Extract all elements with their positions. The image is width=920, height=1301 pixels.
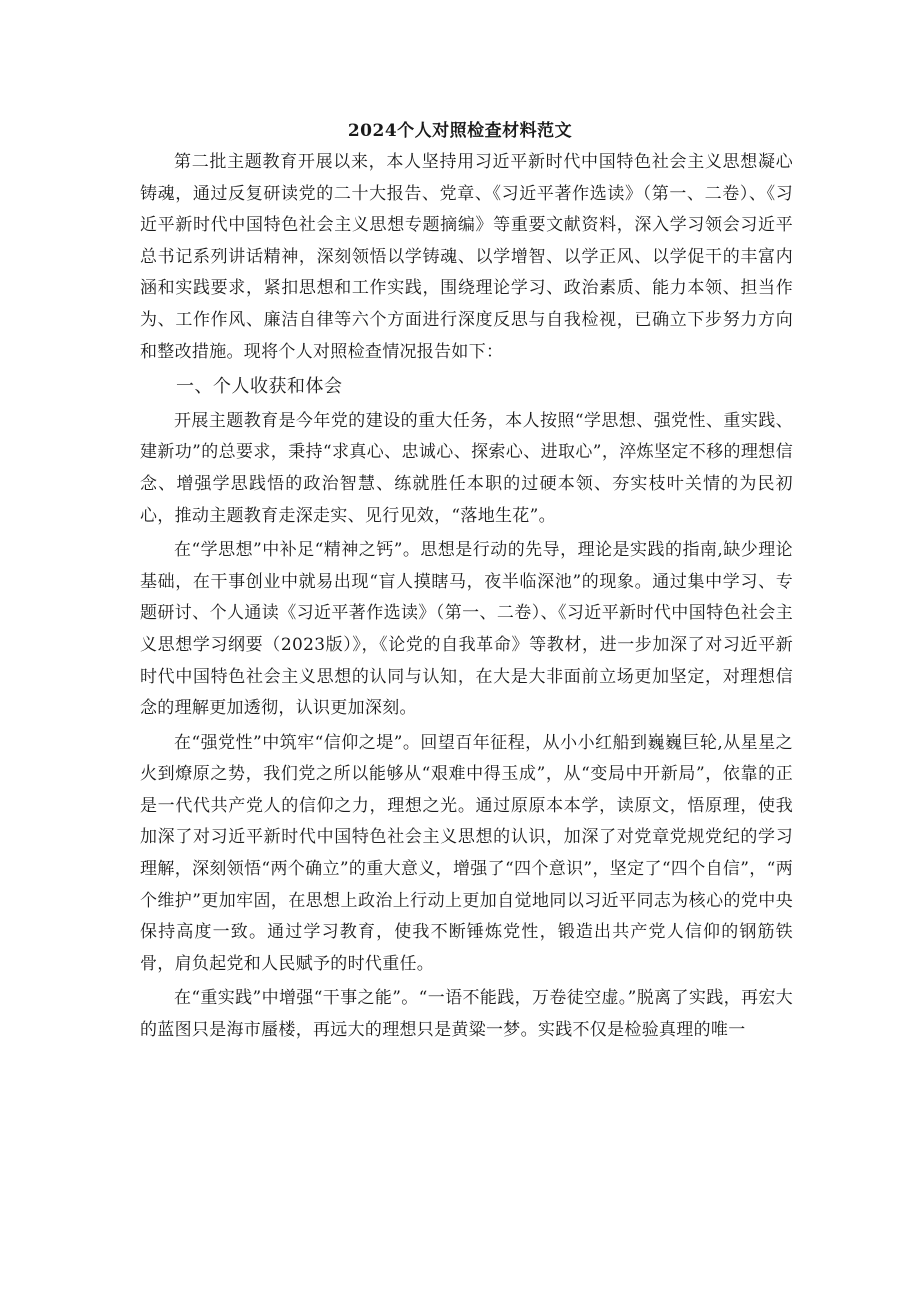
body-paragraph: 开展主题教育是今年党的建设的重大任务，本人按照“学思想、强党性、重实践、建新功”的总要求，秉持“求真心、忠诚心、探索心、进取心”，淬炼坚定不移的理想信念、增强学思践悟的政治智慧、练就胜任本职的过硬本领、夯实枝叶关情的为民初心，推动主题教育走深走实、见行见效，“落地生花”。 xyxy=(140,410,793,526)
intro-paragraph: 第二批主题教育开展以来，本人坚持用习近平新时代中国特色社会主义思想凝心铸魂，通过反复研读党的二十大报告、党章、《习近平著作选读》（第一、二卷）、《习近平新时代中国特色社会主义思想专题摘编》等重要文献资料，深入学习领会习近平总书记系列讲话精神，深刻领悟以学铸魂、以学增智、以学正风、以学促干的丰富内涵和实践要求，紧扣思想和工作实践，围绕理论学习、政治素质、能力本领、担当作为、工作作风、廉洁自律等六个方面进行深度反思与自我检视，已确立下步努力方向和整改措施。现将个人对照检查情况报告如下： xyxy=(140,152,793,362)
section-heading: 一、个人收获和体会 xyxy=(176,376,343,398)
document-body xyxy=(140,147,793,1050)
document-title: 2024个人对照检查材料范文 xyxy=(347,121,573,141)
body-paragraph: 在“学思想”中补足“精神之钙”。思想是行动的先导，理论是实践的指南,缺少理论基础，在干事创业中就易出现“盲人摸瞎马，夜半临深池”的现象。通过集中学习、专题研讨、个人通读《习近平著作选读》（第一、二卷）、《习近平新时代中国特色社会主义思想学习纲要（2023版）》，《论党的自我革命》等教材，进一步加深了对习近平新时代中国特色社会主义思想的认同与认知，在大是大非面前立场更加坚定，对理想信念的理解更加透彻，认识更加深刻。 xyxy=(140,540,793,719)
body-paragraph: 在“重实践”中增强“干事之能”。“一语不能践，万卷徒空虚。”脱离了实践，再宏大的蓝图只是海市蜃楼，再远大的理想只是黄粱一梦。实践不仅是检验真理的唯一 xyxy=(140,988,793,1041)
body-paragraph: 在“强党性”中筑牢“信仰之堤”。回望百年征程，从小小红船到巍巍巨轮,从星星之火到燎原之势，我们党之所以能够从“艰难中得玉成”，从“变局中开新局”，依靠的正是一代代共产党人的信仰之力，理想之光。通过原原本本学，读原文，悟原理，使我加深了对习近平新时代中国特色社会主义思想的认识，加深了对党章党规党纪的学习理解，深刻领悟“两个确立”的重大意义，增强了“四个意识”，坚定了“四个自信”，“两个维护”更加牢固，在思想上政治上行动上更加自觉地同以习近平同志为核心的党中央保持高度一致。通过学习教育，使我不断锤炼党性，锻造出共产党人信仰的钢筋铁骨，肩负起党和人民赋予的时代重任。 xyxy=(140,732,793,974)
